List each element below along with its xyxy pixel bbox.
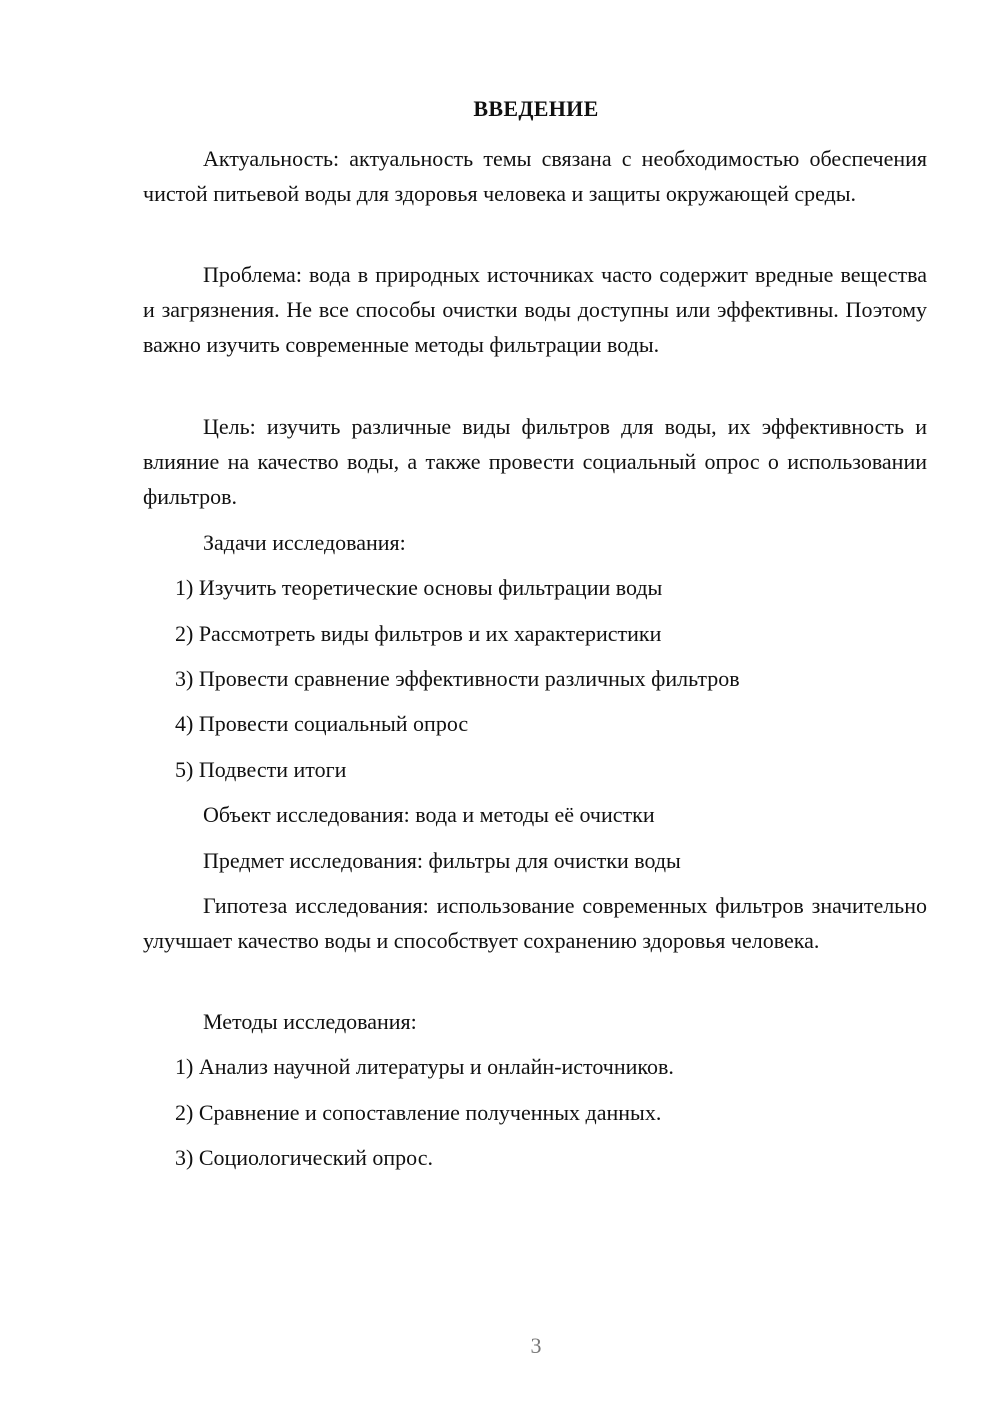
page-number: 3 — [530, 1333, 542, 1358]
method-item-2: 2) Сравнение и сопоставление полученных данных. — [175, 1100, 662, 1125]
task-item-4: 4) Провести социальный опрос — [175, 711, 469, 736]
section-heading: ВВЕДЕНИЕ — [473, 96, 599, 121]
hypothesis-paragraph: Гипотеза исследования: использование современных фильтров значительно улучшает качество воды и способствует сохранению здоровья человека. — [143, 893, 927, 953]
methods-title: Методы исследования: — [203, 1009, 417, 1034]
method-item-3: 3) Социологический опрос. — [175, 1145, 433, 1170]
method-item-1: 1) Анализ научной литературы и онлайн-источников. — [175, 1054, 674, 1079]
task-item-5: 5) Подвести итоги — [175, 757, 347, 782]
task-item-3: 3) Провести сравнение эффективности различных фильтров — [175, 666, 740, 691]
goal-paragraph: Цель: изучить различные виды фильтров для воды, их эффективность и влияние на качество воды, а также провести социальный опрос о использовании фильтров. — [143, 414, 927, 509]
research-object: Объект исследования: вода и методы её очистки — [203, 802, 655, 827]
problem-paragraph: Проблема: вода в природных источниках часто содержит вредные вещества и загрязнения. Не все способы очистки воды доступны или эффективны. Поэтому важно изучить современные методы фильтрации воды. — [143, 262, 927, 357]
tasks-title: Задачи исследования: — [203, 530, 406, 555]
task-item-2: 2) Рассмотреть виды фильтров и их характеристики — [175, 621, 662, 646]
relevance-paragraph: Актуальность: актуальность темы связана с необходимостью обеспечения чистой питьевой воды для здоровья человека и защиты окружающей среды. — [143, 146, 927, 206]
task-item-1: 1) Изучить теоретические основы фильтрации воды — [175, 575, 663, 600]
research-subject: Предмет исследования: фильтры для очистки воды — [203, 848, 681, 873]
